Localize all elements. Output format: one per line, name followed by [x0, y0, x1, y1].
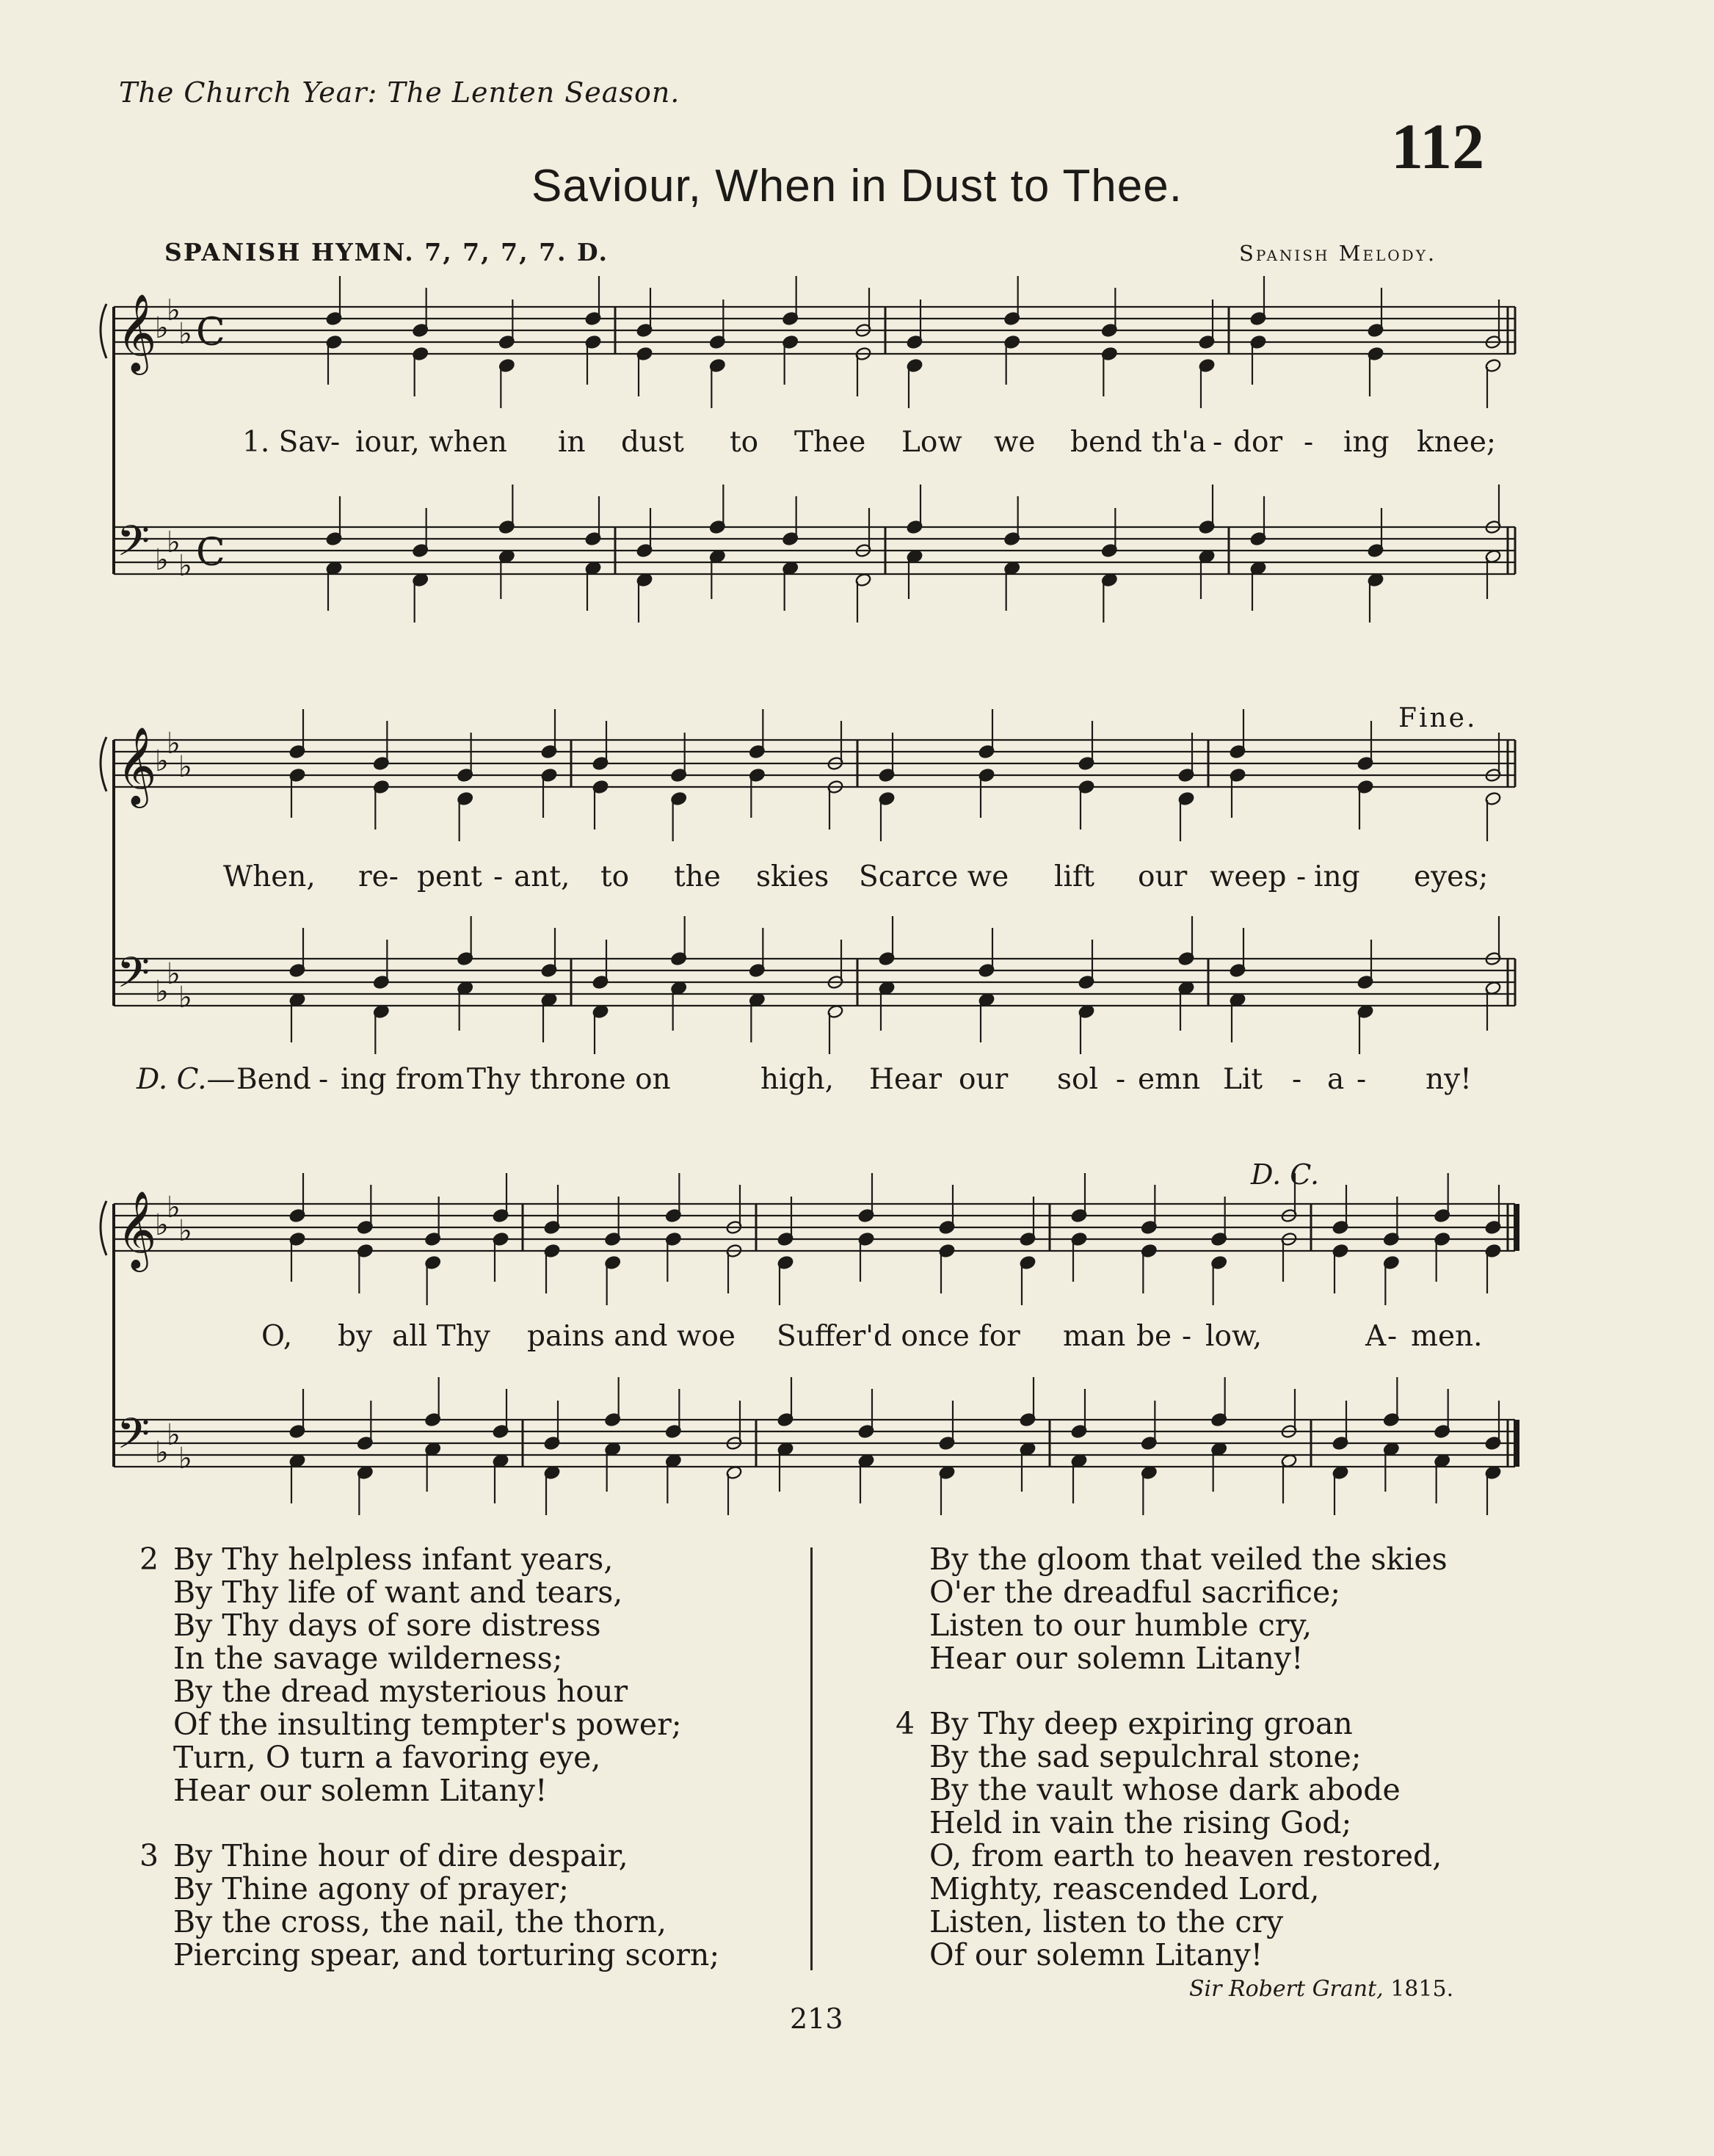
lyric-syllable: - [1182, 1320, 1192, 1353]
flat-sign: ♭ [178, 317, 192, 351]
verse-text: O, from earth to heaven restored, [929, 1838, 1442, 1873]
tune-source: Spanish Melody. [1239, 241, 1437, 266]
lyric-syllable: bend th'a [1070, 426, 1207, 459]
verse-text: O'er the dreadful sacrifice; [929, 1575, 1341, 1610]
treble-clef-icon: 𝄞 [117, 726, 157, 805]
time-signature: C [196, 311, 225, 355]
lyric-syllable: dor [1233, 426, 1283, 459]
verse-text: By Thy days of sore distress [173, 1608, 601, 1643]
column-divider [810, 1547, 813, 1970]
lyric-syllable: ant, [514, 860, 570, 893]
verse-line [929, 1939, 1448, 1972]
lyric-syllable: ing [1314, 860, 1360, 893]
verse-number: 3 [139, 1838, 159, 1873]
verse-text: By the dread mysterious hour [173, 1674, 628, 1709]
verse-line [929, 1840, 1448, 1873]
verse-line [929, 1807, 1448, 1840]
verse-line [173, 1741, 719, 1774]
verse-text: Listen, listen to the cry [929, 1904, 1284, 1939]
verse-text: By the sad sepulchral stone; [929, 1739, 1362, 1774]
verse-line [929, 1642, 1448, 1675]
lyric-syllable: all Thy [392, 1320, 490, 1353]
verse-text: By Thy helpless infant years, [173, 1542, 614, 1577]
lyric-syllable: Low [901, 426, 962, 459]
flat-sign: ♭ [167, 727, 181, 761]
lyric-syllable: men. [1411, 1320, 1483, 1353]
verse-text: By the gloom that veiled the skies [929, 1542, 1448, 1577]
verse-line [139, 1542, 719, 1577]
flat-sign: ♭ [155, 744, 169, 778]
verse-text: Turn, O turn a favoring eye, [173, 1740, 601, 1775]
flat-sign: ♭ [178, 549, 192, 583]
lyrics-system-2 [0, 860, 1714, 897]
lyric-syllable: Thee [794, 426, 866, 459]
verse-text: Listen to our humble cry, [929, 1608, 1312, 1643]
lyric-syllable: ing [1343, 426, 1390, 459]
hymn-title: Saviour, When in Dust to Thee. [531, 161, 1183, 211]
lyric-syllable: iour, when [355, 426, 507, 459]
bass-clef-icon: 𝄢 [117, 1409, 150, 1469]
verse-line [929, 1609, 1448, 1642]
time-signature: C [196, 531, 225, 575]
lyric-syllable: - [1213, 426, 1223, 459]
verse-text: Mighty, reascended Lord, [929, 1871, 1320, 1906]
page-number: 213 [790, 2003, 843, 2035]
lyric-syllable: When, [223, 860, 316, 893]
lyric-syllable: the [674, 860, 721, 893]
lyric-syllable: high, [760, 1063, 835, 1096]
verse-text: Hear our solemn Litany! [929, 1641, 1304, 1676]
brace [101, 737, 106, 791]
author-credit [1189, 1976, 1453, 2002]
flat-sign: ♭ [167, 1191, 181, 1224]
fine-marking: Fine. [1398, 703, 1478, 733]
brace [101, 1201, 106, 1255]
verse-line [173, 1576, 719, 1609]
author-year: 1815. [1390, 1976, 1454, 2002]
verse-line [929, 1741, 1448, 1774]
dc-marking: D. C. [1251, 1158, 1320, 1191]
bass-clef-icon: 𝄢 [117, 948, 150, 1008]
verse-text: By the cross, the nail, the thorn, [173, 1904, 667, 1939]
flat-sign: ♭ [178, 981, 192, 1015]
lyric-syllable: A [1365, 1320, 1387, 1353]
lyric-syllable: - [1296, 860, 1307, 893]
verse-text: In the savage wilderness; [173, 1641, 563, 1676]
lyric-syllable: weep [1210, 860, 1287, 893]
flat-sign: ♭ [167, 957, 181, 991]
verse-line [173, 1675, 719, 1708]
verse-line [173, 1642, 719, 1675]
lyric-syllable: - [330, 426, 341, 459]
verse-line [929, 1873, 1448, 1906]
flat-sign: ♭ [155, 1436, 169, 1470]
verse-line [173, 1873, 719, 1906]
verse-line [173, 1939, 719, 1972]
flat-sign: ♭ [178, 750, 192, 784]
flat-sign: ♭ [167, 294, 181, 327]
lyric-syllable: in [558, 426, 586, 459]
flat-sign: ♭ [155, 311, 169, 345]
lyric-syllable: pent [417, 860, 482, 893]
verse-line [173, 1609, 719, 1642]
verses-right-column [896, 1542, 1448, 2004]
verse-text: Held in vain the rising God; [929, 1805, 1352, 1840]
lyric-syllable: to [730, 426, 759, 459]
bass-clef-icon: 𝄢 [117, 516, 150, 576]
verse-number: 4 [896, 1706, 915, 1741]
flat-sign: ♭ [155, 543, 169, 577]
verse-line [929, 1906, 1448, 1939]
lyric-syllable: - [1387, 1320, 1398, 1353]
lyric-syllable: 1. Sav [242, 426, 332, 459]
lyric-syllable: - [493, 860, 504, 893]
lyric-syllable: emn [1138, 1063, 1201, 1096]
flat-sign: ♭ [155, 975, 169, 1009]
verse-text: By Thy life of want and tears, [173, 1575, 623, 1610]
lyric-syllable: - [1304, 426, 1314, 459]
verse-line [173, 1708, 719, 1741]
verse-line [929, 1774, 1448, 1807]
tune-name-meter: SPANISH HYMN. 7, 7, 7, 7. D. [164, 238, 609, 266]
lyric-syllable: low, [1205, 1320, 1263, 1353]
lyric-syllable: man [1063, 1320, 1126, 1353]
brace [101, 304, 106, 358]
lyric-syllable: Thy throne on [467, 1063, 671, 1096]
lyric-syllable: to [600, 860, 630, 893]
verse-number: 2 [139, 1542, 159, 1577]
lyric-syllable: skies [756, 860, 829, 893]
lyric-syllable: ing from [341, 1063, 465, 1096]
lyric-syllable: by [338, 1320, 372, 1353]
verse-text: Hear our solemn Litany! [173, 1773, 548, 1808]
lyric-syllable: Hear [869, 1063, 942, 1096]
verse-line [929, 1543, 1448, 1576]
lyric-syllable: a [1327, 1063, 1345, 1096]
verse-text: Of our solemn Litany! [929, 1937, 1263, 1972]
lyrics-system-2-dc [0, 1063, 1714, 1100]
lyric-syllable: we [994, 426, 1036, 459]
hymn-number: 112 [1391, 112, 1485, 183]
lyric-syllable: be [1136, 1320, 1172, 1353]
verse-text: Piercing spear, and torturing scorn; [173, 1937, 720, 1972]
lyrics-system-1 [0, 426, 1714, 462]
verse-text: By Thy deep expiring groan [929, 1706, 1353, 1741]
lyric-syllable: Suffer'd once for [777, 1320, 1020, 1353]
lyric-syllable: - [1116, 1063, 1126, 1096]
lyric-syllable: Bend [236, 1063, 311, 1096]
lyrics-system-3 [0, 1320, 1714, 1357]
verse-text: Of the insulting tempter's power; [173, 1707, 682, 1742]
lyric-syllable: eyes; [1414, 860, 1489, 893]
lyric-syllable: Scarce we [859, 860, 1009, 893]
running-title: The Church Year: The Lenten Season. [119, 76, 680, 109]
lyric-syllable: pains and woe [527, 1320, 736, 1353]
verse-text: By Thine hour of dire despair, [173, 1838, 628, 1873]
flat-sign: ♭ [167, 526, 181, 559]
flat-sign: ♭ [155, 1208, 169, 1242]
flat-sign: ♭ [178, 1214, 192, 1248]
treble-clef-icon: 𝄞 [117, 1190, 157, 1268]
lyric-syllable: knee; [1417, 426, 1497, 459]
verse-line [173, 1906, 719, 1939]
lyric-syllable: O, [261, 1320, 293, 1353]
lyric-syllable: D. C.— [137, 1063, 236, 1096]
verse-line [173, 1774, 719, 1807]
lyric-syllable: re- [358, 860, 399, 893]
lyric-syllable: lift [1054, 860, 1095, 893]
verse-line [139, 1838, 719, 1873]
verses-left-column [139, 1542, 720, 2004]
lyric-syllable: dust [621, 426, 684, 459]
verse-text: By Thine agony of prayer; [173, 1871, 569, 1906]
verse-text: By the vault whose dark abode [929, 1772, 1401, 1807]
author-name: Sir Robert Grant, [1189, 1976, 1384, 2002]
lyric-syllable: Lit [1223, 1063, 1263, 1096]
flat-sign: ♭ [178, 1442, 192, 1476]
lyric-syllable: sol [1057, 1063, 1098, 1096]
flat-sign: ♭ [167, 1418, 181, 1452]
lyric-syllable: - [319, 1063, 329, 1096]
verse-line [929, 1576, 1448, 1609]
lyric-syllable: - [1357, 1063, 1367, 1096]
verse-line [896, 1706, 1448, 1741]
lyric-syllable: ny! [1426, 1063, 1472, 1096]
lyric-syllable: our [1138, 860, 1188, 893]
treble-clef-icon: 𝄞 [117, 293, 157, 371]
lyric-syllable: - [1292, 1063, 1302, 1096]
lyric-syllable: our [959, 1063, 1009, 1096]
